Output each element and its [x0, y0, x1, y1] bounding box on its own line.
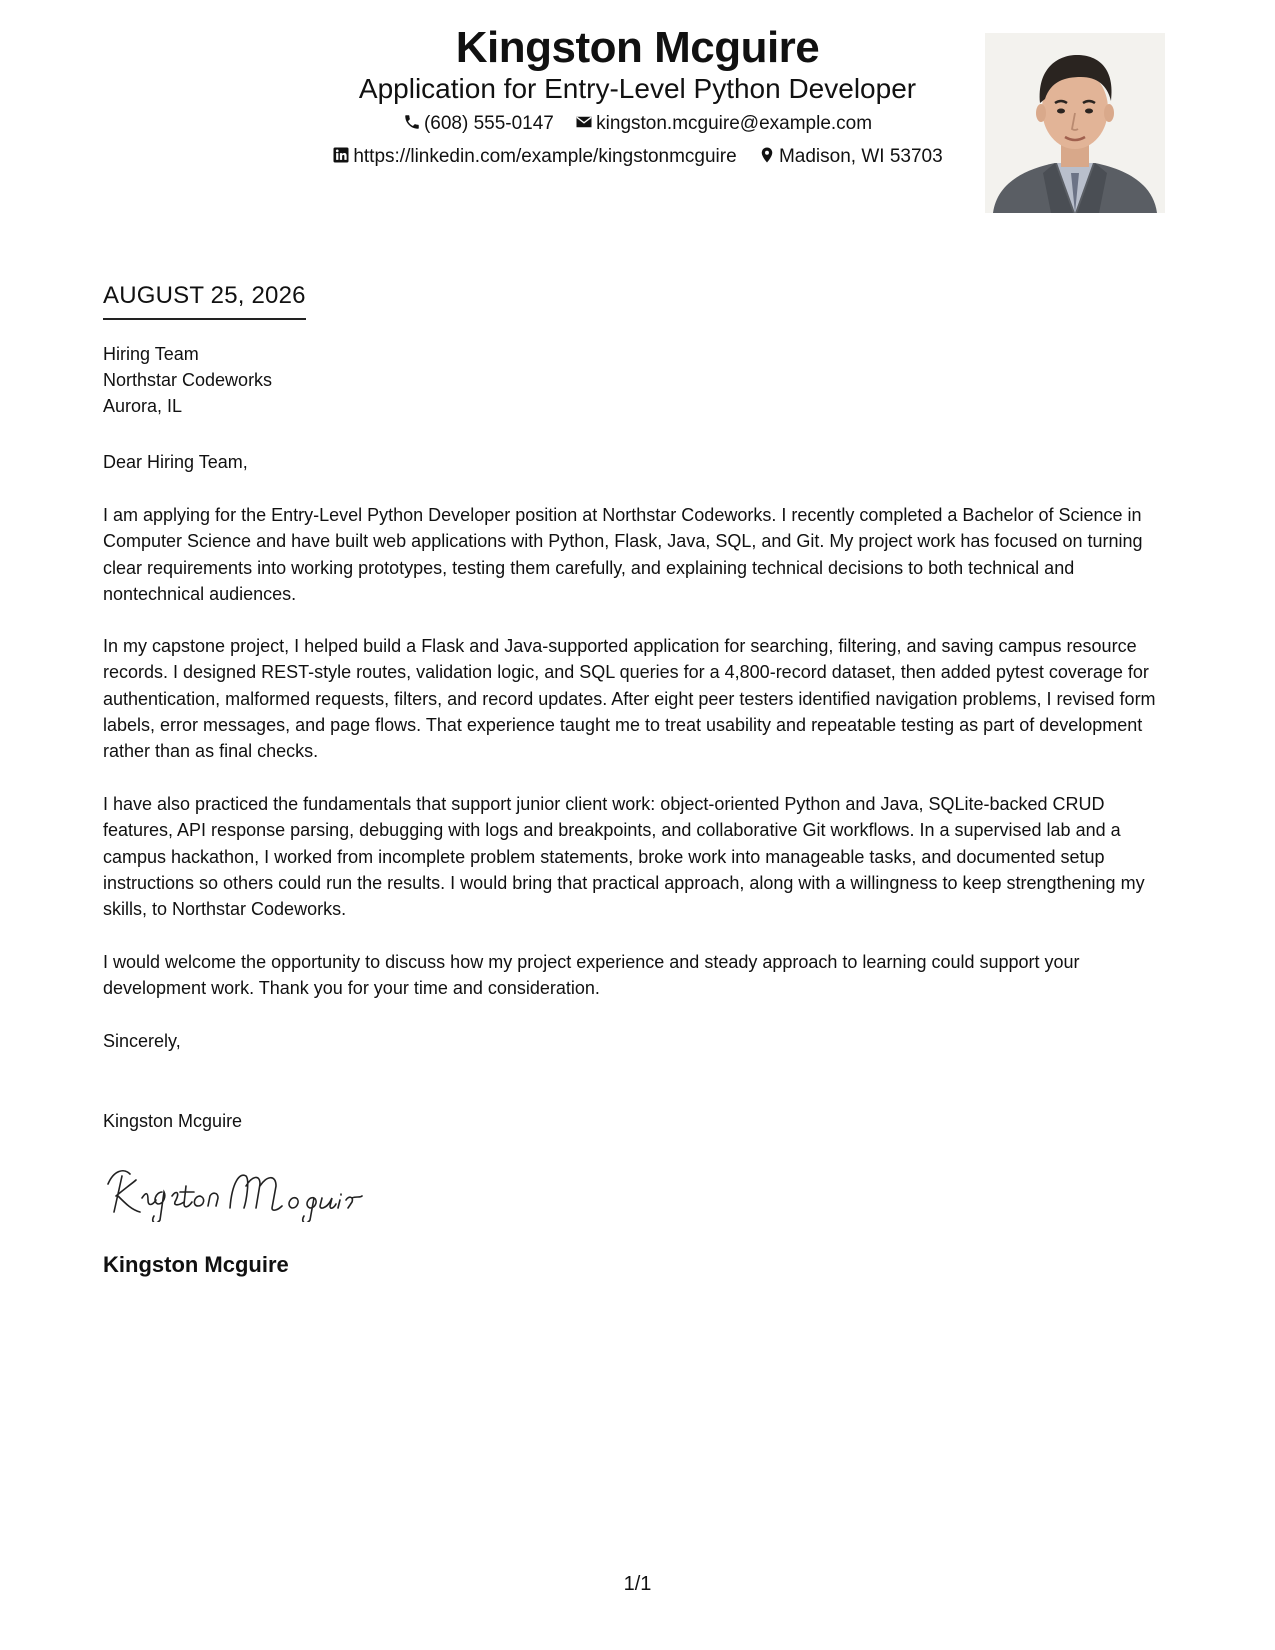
recipient-line: Northstar Codeworks	[103, 370, 273, 390]
location-contact	[758, 145, 943, 169]
paragraph-text: In my capstone project, I helped build a Flask and Java-supported application for searching, filtering, and saving campus resource records. I designed REST-style routes, validation logic, and SQL queries for a 4,800-record dataset, then added pytest coverage for authentication, malformed requests, filters, and record updates. After eight peer testers identified navigation problems, I revised form labels, error messages, and page flows. That experience taught me to treat usability and repeatable testing as part of development rather than as final checks.	[103, 636, 1156, 762]
envelope-icon	[575, 113, 593, 131]
location-text: Madison, WI 53703	[778, 146, 943, 167]
phone-number: (608) 555-0147	[423, 113, 554, 134]
applicant-name: Kingston Mcguire	[455, 23, 820, 72]
recipient-block	[103, 341, 272, 419]
map-pin-icon	[758, 146, 776, 164]
paragraph-text: I have also practiced the fundamentals that support junior client work: object-oriented Python and Java, SQLite-backed CRUD features, API response parsing, debugging with logs and breakpoints, and collaborative Git workflows. In a supervised lab and a campus hackathon, I worked from incomplete problem statements, broke work into manageable tasks, and documented setup instructions so others could run the results. I would bring that practical approach, along with a willingness to keep strengthening my skills, to Northstar Codeworks.	[103, 794, 1145, 920]
body-paragraph	[103, 502, 1173, 607]
phone-icon	[403, 113, 421, 131]
portrait-illustration	[985, 33, 1165, 213]
body-paragraph	[103, 633, 1173, 764]
paragraph-text: I would welcome the opportunity to discuss how my project experience and steady approach to learning could support your development work. Thank you for your time and consideration.	[103, 952, 1080, 999]
closing: Sincerely,	[103, 1031, 181, 1051]
linkedin-icon	[332, 146, 350, 164]
salutation: Dear Hiring Team,	[103, 452, 248, 472]
body-paragraph	[103, 949, 1173, 1002]
profile-photo	[985, 33, 1165, 213]
signer-name: Kingston Mcguire	[103, 1111, 243, 1131]
application-title: Application for Entry-Level Python Developer	[358, 73, 917, 104]
recipient-line: Hiring Team	[103, 344, 199, 364]
linkedin-url: https://linkedin.com/example/kingstonmcguire	[353, 146, 737, 167]
printed-signer-name: Kingston Mcguire	[103, 1252, 289, 1277]
handwritten-signature	[100, 1162, 370, 1222]
email-address: kingston.mcguire@example.com	[596, 113, 873, 134]
page-number: 1/1	[623, 1573, 652, 1595]
letter-date: AUGUST 25, 2026	[103, 281, 306, 320]
linkedin-contact[interactable]	[332, 145, 736, 169]
paragraph-text: I am applying for the Entry-Level Python Developer position at Northstar Codeworks. I recently completed a Bachelor of Science in Computer Science and have built web applications with Python, Flask, Java, SQL, and Git. My project work has focused on turning clear requirements into working prototypes, testing them carefully, and explaining technical decisions to both technical and nontechnical audiences.	[103, 505, 1143, 604]
recipient-line: Aurora, IL	[103, 396, 183, 416]
body-paragraph	[103, 791, 1173, 922]
email-contact[interactable]	[575, 112, 872, 136]
phone-contact[interactable]	[403, 112, 554, 136]
